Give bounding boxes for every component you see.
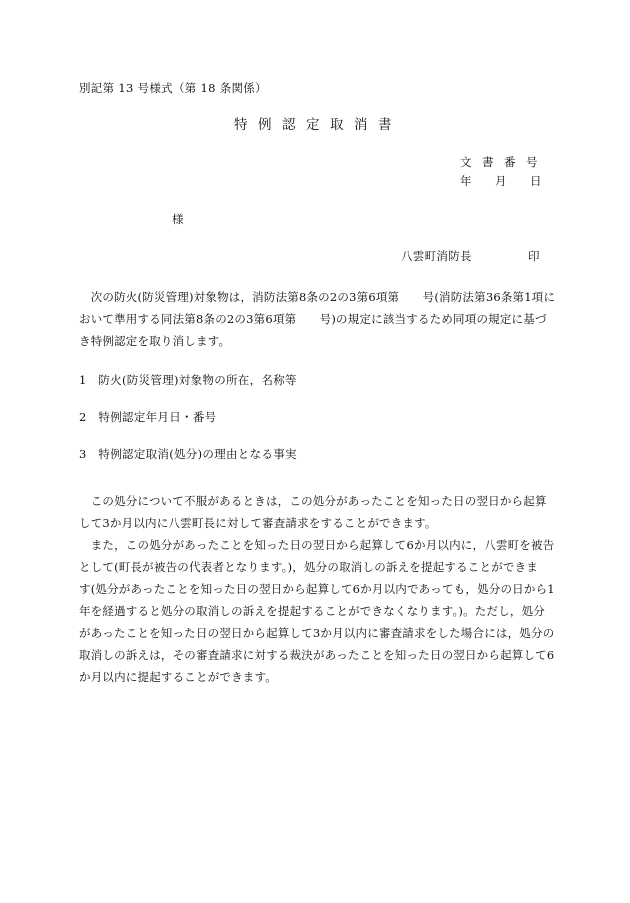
title-char: 書: [378, 117, 392, 133]
title-char: 取: [330, 117, 344, 133]
notice-line: して3か月以内に八雲町長に対して審査請求をすることができます。: [79, 516, 437, 530]
notice-line: として(町長が被告の代表者となります。)，処分の取消しの訴えを提起することができま: [79, 560, 538, 574]
document-date: [460, 174, 542, 188]
title-char: 定: [306, 117, 320, 133]
intro-paragraph: [79, 286, 554, 352]
document-title: [234, 118, 402, 132]
title-char: 例: [258, 117, 272, 133]
title-char: 認: [282, 117, 296, 133]
doc-number-char: 文: [460, 155, 472, 169]
intro-line: 次の防火(防災管理)対象物は，消防法第8条の2の3第6項第 号(消防法第36条第1項に: [79, 290, 556, 304]
notice-line: 年を経過すると処分の取消しの訴えを提起することができなくなります。)。ただし，処分: [79, 604, 546, 618]
date-char: 年: [460, 174, 472, 188]
addressee-suffix: 様: [172, 212, 184, 226]
item-certification-date: 2 特例認定年月日・番号: [79, 410, 217, 424]
date-char: 日: [530, 174, 542, 188]
doc-number-char: 書: [482, 155, 494, 169]
notice-line: があったことを知った日の翌日から起算して3か月以内に審査請求をした場合には，処分の: [79, 626, 555, 640]
form-label: 別記第 13 号様式（第 18 条関係）: [79, 81, 267, 95]
issuer-name: 八雲町消防長: [401, 249, 472, 263]
date-char: 月: [495, 174, 507, 188]
item-revocation-reason: 3 特例認定取消(処分)の理由となる事実: [79, 447, 297, 461]
intro-line: き特例認定を取り消します。: [79, 334, 231, 348]
notice-line: か月以内に提起することができます。: [79, 670, 277, 684]
notice-line: この処分について不服があるときは，この処分があったことを知った日の翌日から起算: [79, 494, 547, 508]
title-char: 消: [354, 117, 368, 133]
notice-line: す(処分があったことを知った日の翌日から起算して6か月以内であっても，処分の日から1: [79, 582, 555, 596]
doc-number-char: 番: [504, 155, 516, 169]
item-location: 1 防火(防災管理)対象物の所在，名称等: [79, 373, 297, 387]
intro-line: おいて準用する同法第8条の2の3第6項第 号)の規定に該当するため同項の規定に基づ: [79, 312, 547, 326]
seal-mark: 印: [528, 249, 540, 263]
appeal-notice: [79, 490, 554, 688]
notice-line: 取消しの訴えは，その審査請求に対する裁決があったことを知った日の翌日から起算して6: [79, 648, 555, 662]
document-number: [460, 155, 538, 169]
doc-number-char: 号: [526, 155, 538, 169]
title-char: 特: [234, 117, 248, 133]
notice-line: また，この処分があったことを知った日の翌日から起算して6か月以内に，八雲町を被告: [79, 538, 555, 552]
